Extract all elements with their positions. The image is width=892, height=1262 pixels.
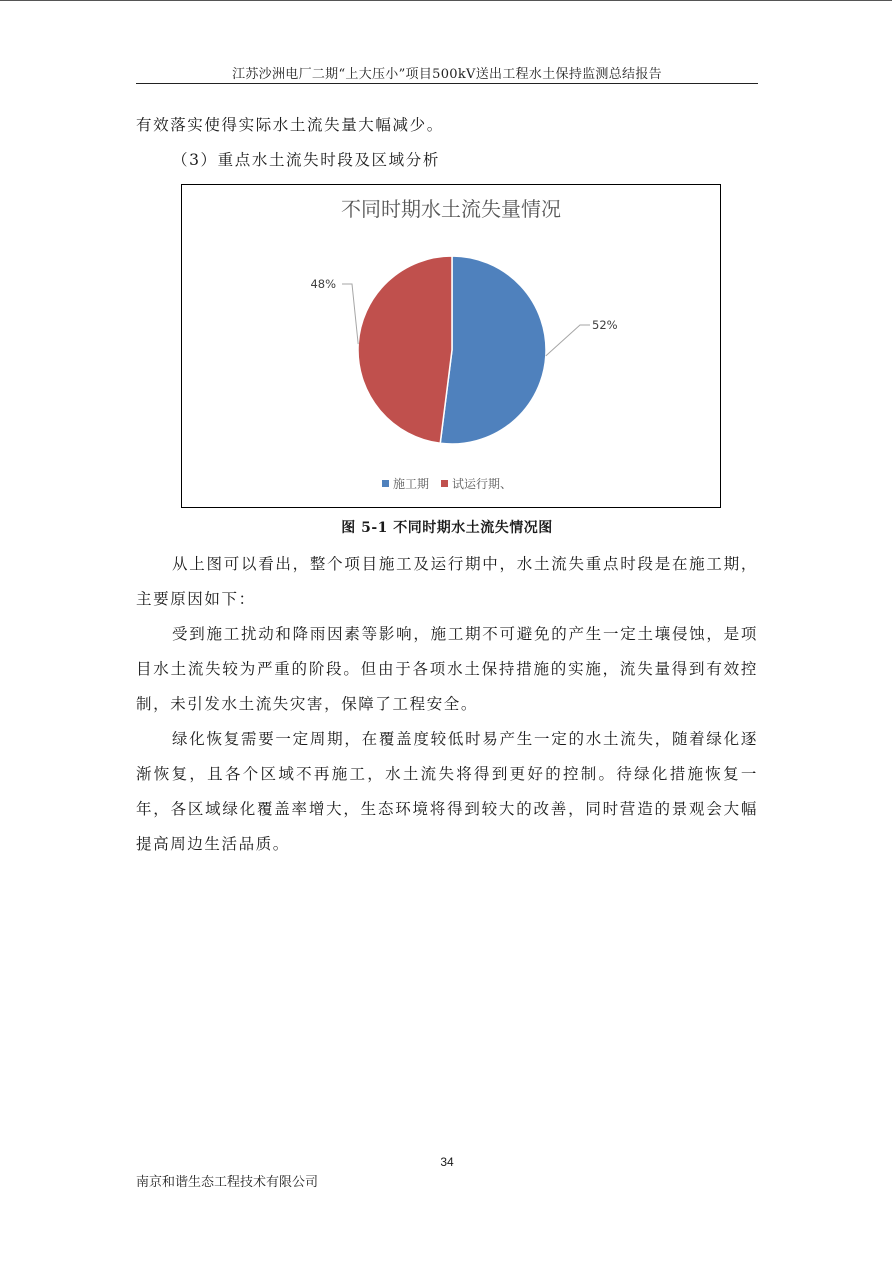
- legend-swatch-1: [382, 480, 389, 487]
- pie-chart-svg: [182, 185, 720, 507]
- running-header: 江苏沙洲电厂二期“上大压小”项目500kV送出工程水土保持监测总结报告: [232, 67, 662, 82]
- pie-slice-2: [358, 256, 452, 443]
- intro-line: 有效落实使得实际水土流失量大幅减少。: [136, 116, 444, 134]
- pie-slice-1: [440, 256, 546, 444]
- paragraph-3: 绿化恢复需要一定周期，在覆盖度较低时易产生一定的水土流失，随着绿化逐渐恢复，且各个区域不再施工，水土流失将得到更好的控制。待绿化措施恢复一年，各区域绿化覆盖率增大，生态环境将得到较大的改善，同时营造的景观会大幅提高周边生活品质。: [136, 730, 758, 853]
- header-rule: [136, 83, 758, 84]
- pie-leader-line-1: [546, 325, 590, 356]
- pie-leader-line-2: [342, 284, 358, 344]
- page-number: 34: [440, 1155, 454, 1169]
- legend-label-1: 施工期: [393, 477, 430, 491]
- legend-label-2: 试运行期、: [452, 477, 513, 491]
- footer-company: 南京和谐生态工程技术有限公司: [136, 1175, 319, 1190]
- figure-caption: 图 5-1 不同时期水土流失情况图: [341, 520, 553, 536]
- page-top-rule: [0, 0, 892, 1]
- section-heading: （3）重点水土流失时段及区域分析: [172, 151, 440, 169]
- chart-title: 不同时期水土流失量情况: [341, 197, 561, 221]
- paragraph-2: 受到施工扰动和降雨因素等影响，施工期不可避免的产生一定土壤侵蚀，是项目水土流失较为严重的阶段。但由于各项水土保持措施的实施，流失量得到有效控制，未引发水土流失灾害，保障了工程安全。: [136, 625, 758, 713]
- legend-swatch-2: [441, 480, 448, 487]
- paragraph-1: 从上图可以看出，整个项目施工及运行期中，水土流失重点时段是在施工期，主要原因如下：: [136, 555, 758, 608]
- pie-chart: [181, 184, 721, 508]
- pie-data-label-2: 48%: [310, 277, 336, 291]
- pie-data-label-1: 52%: [592, 318, 618, 332]
